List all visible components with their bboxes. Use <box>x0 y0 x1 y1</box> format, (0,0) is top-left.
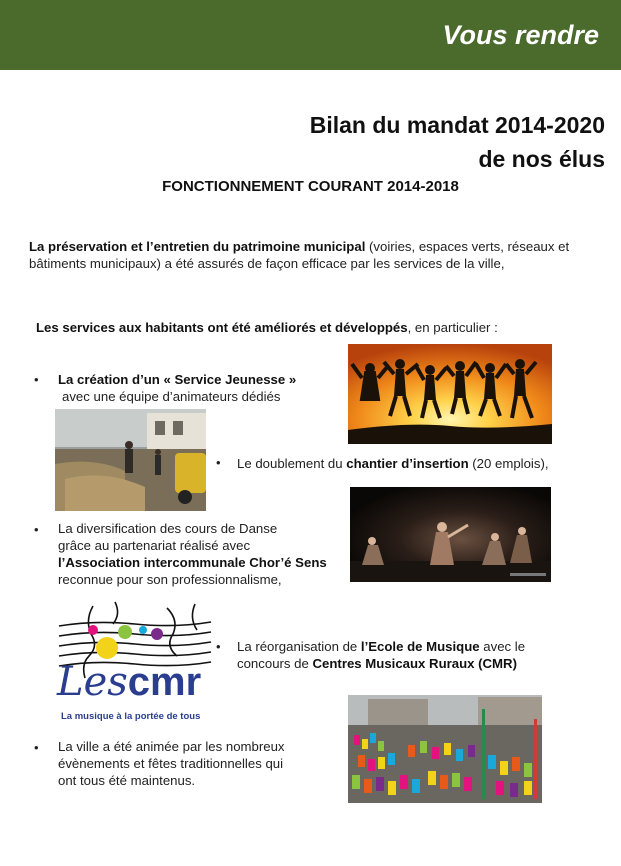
photo-dance <box>350 487 551 582</box>
item-fetes <box>58 738 285 789</box>
photo-festival <box>348 695 542 803</box>
item-musique <box>237 638 525 672</box>
item-danse <box>58 520 327 588</box>
cmr-logo-wordmark <box>57 660 201 704</box>
item-danse-line3: l’Association intercommunale Chor’é Sens <box>58 555 327 570</box>
services-bold: Les services aux habitants ont été améliorés et développés <box>36 320 408 335</box>
item-danse-line2: grâce au partenariat réalisé avec <box>58 538 251 553</box>
cmr-logo-tagline: La musique à la portée de tous <box>61 711 201 722</box>
item-chantier-pre: Le doublement du <box>237 456 347 471</box>
services-paragraph <box>36 319 498 336</box>
bullet-chantier: • <box>216 455 221 470</box>
services-rest: , en particulier : <box>407 320 498 335</box>
page-title <box>310 108 605 176</box>
bullet-fetes: • <box>34 740 39 755</box>
item-musique-line2-pre: concours de <box>237 656 313 671</box>
cmr-logo-cmr: cmr <box>127 660 202 704</box>
intro-paragraph <box>29 238 609 272</box>
intro-rest: (voiries, espaces verts, réseaux et <box>365 239 570 254</box>
item-jeunesse-line2: avec une équipe d’animateurs dédiés <box>62 389 281 404</box>
item-musique-mid: avec le <box>479 639 526 654</box>
bullet-musique: • <box>216 639 221 654</box>
item-danse-line4: reconnue pour son professionnalisme, <box>58 572 282 587</box>
bullet-jeunesse: • <box>34 372 39 387</box>
page-title-line2: de nos élus <box>478 146 605 172</box>
section-subtitle: FONCTIONNEMENT COURANT 2014-2018 <box>162 178 459 195</box>
item-fetes-line1: La ville a été animée par les nombreux <box>58 739 285 754</box>
header-title: Vous rendre <box>442 20 599 50</box>
item-musique-pre: La réorganisation de <box>237 639 361 654</box>
cmr-logo-les: Les <box>57 659 128 705</box>
item-chantier-bold: chantier d’insertion <box>346 456 469 471</box>
item-chantier-post: (20 emplois), <box>468 456 549 471</box>
item-fetes-line2: évènements et fêtes traditionnelles qui <box>58 756 284 771</box>
item-jeunesse <box>58 371 296 405</box>
item-musique-bold1: l’Ecole de Musique <box>360 639 480 654</box>
item-musique-bold2: Centres Musicaux Ruraux (CMR) <box>312 656 517 671</box>
intro-bold: La préservation et l’entretien du patrimoine municipal <box>29 239 366 254</box>
bullet-danse: • <box>34 522 39 537</box>
item-chantier <box>237 455 549 472</box>
page-title-line1: Bilan du mandat 2014-2020 <box>309 112 605 138</box>
photo-chantier <box>55 409 206 511</box>
cmr-logo <box>55 600 215 728</box>
item-fetes-line3: ont tous été maintenus. <box>58 773 196 788</box>
intro-line2: bâtiments municipaux) a été assurés de façon efficace par les services de la ville, <box>29 256 505 271</box>
item-jeunesse-title: La création d’un « Service Jeunesse » <box>58 372 297 387</box>
photo-youth-sunset <box>348 344 552 444</box>
item-danse-line1: La diversification des cours de Danse <box>58 521 278 536</box>
